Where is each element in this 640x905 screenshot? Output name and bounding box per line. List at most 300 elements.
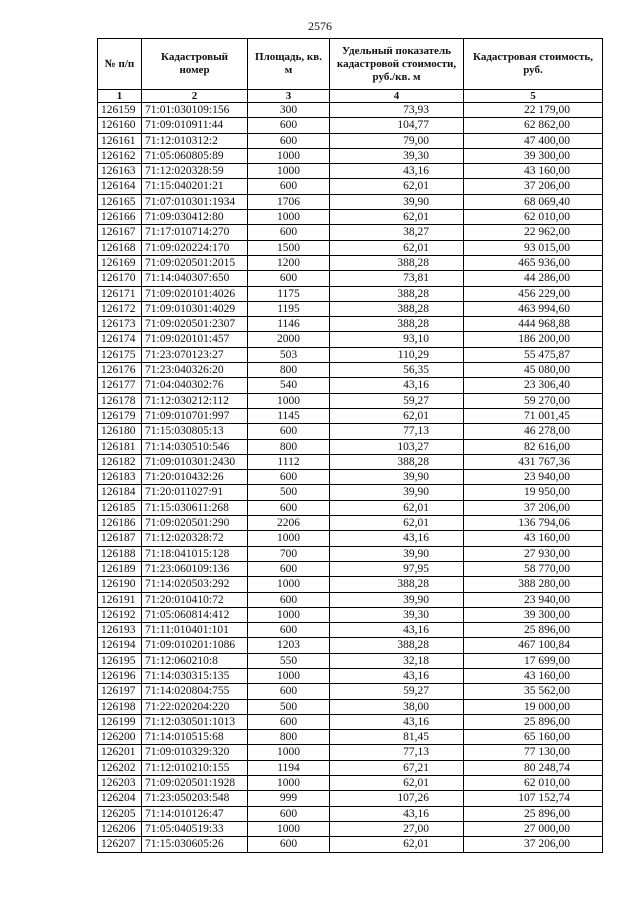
table-row [98, 470, 603, 485]
unit-value-cell: 43,16 [330, 531, 464, 546]
cadastral-value-cell: 22 962,00 [464, 225, 603, 240]
unit-value-cell: 97,95 [330, 561, 464, 576]
cadastral-value-cell: 27 930,00 [464, 546, 603, 561]
row-number-cell: 126181 [98, 439, 142, 454]
table-row [98, 378, 603, 393]
header-cadastral-number: Кадастровый номер [142, 39, 248, 90]
cadastral-number-cell: 71:15:030611:268 [142, 500, 248, 515]
area-cell: 600 [248, 623, 330, 638]
cadastral-number-cell: 71:20:011027:91 [142, 485, 248, 500]
area-cell: 1175 [248, 286, 330, 301]
area-cell: 600 [248, 424, 330, 439]
cadastral-number-cell: 71:14:020503:292 [142, 577, 248, 592]
cadastral-number-cell: 71:20:010432:26 [142, 470, 248, 485]
row-number-cell: 126162 [98, 148, 142, 163]
row-number-cell: 126164 [98, 179, 142, 194]
unit-value-cell: 39,30 [330, 148, 464, 163]
cadastral-number-cell: 71:15:040201:21 [142, 179, 248, 194]
cadastral-value-cell: 39 300,00 [464, 148, 603, 163]
cadastral-value-cell: 37 206,00 [464, 837, 603, 852]
table-row [98, 837, 603, 852]
area-cell: 1000 [248, 776, 330, 791]
cadastral-number-cell: 71:14:020804:755 [142, 684, 248, 699]
area-cell: 600 [248, 714, 330, 729]
unit-value-cell: 39,30 [330, 607, 464, 622]
cadastral-number-cell: 71:23:040326:20 [142, 363, 248, 378]
column-number: 1 [98, 90, 142, 103]
table-row [98, 531, 603, 546]
cadastral-number-cell: 71:20:010410:72 [142, 592, 248, 607]
unit-value-cell: 107,26 [330, 791, 464, 806]
row-number-cell: 126180 [98, 424, 142, 439]
row-number-cell: 126184 [98, 485, 142, 500]
cadastral-value-cell: 23 306,40 [464, 378, 603, 393]
cadastral-value-cell: 107 152,74 [464, 791, 603, 806]
cadastral-value-cell: 59 270,00 [464, 393, 603, 408]
row-number-cell: 126165 [98, 194, 142, 209]
row-number-cell: 126168 [98, 240, 142, 255]
area-cell: 1000 [248, 164, 330, 179]
table-row [98, 684, 603, 699]
unit-value-cell: 59,27 [330, 684, 464, 699]
cadastral-value-cell: 23 940,00 [464, 592, 603, 607]
cadastral-number-cell: 71:14:030510:546 [142, 439, 248, 454]
area-cell: 500 [248, 485, 330, 500]
unit-value-cell: 104,77 [330, 118, 464, 133]
cadastral-number-cell: 71:09:010301:2430 [142, 454, 248, 469]
cadastral-number-cell: 71:09:010201:1086 [142, 638, 248, 653]
table-row [98, 730, 603, 745]
table-row [98, 623, 603, 638]
cadastral-value-cell: 136 794,06 [464, 516, 603, 531]
unit-value-cell: 93,10 [330, 332, 464, 347]
unit-value-cell: 110,29 [330, 347, 464, 362]
area-cell: 1194 [248, 760, 330, 775]
cadastral-value-cell: 37 206,00 [464, 500, 603, 515]
column-number: 2 [142, 90, 248, 103]
table-row [98, 546, 603, 561]
cadastral-value-cell: 62 010,00 [464, 776, 603, 791]
unit-value-cell: 56,35 [330, 363, 464, 378]
row-number-cell: 126175 [98, 347, 142, 362]
cadastral-number-cell: 71:09:020101:457 [142, 332, 248, 347]
table-row [98, 332, 603, 347]
area-cell: 600 [248, 592, 330, 607]
table-row [98, 806, 603, 821]
row-number-cell: 126182 [98, 454, 142, 469]
table-row [98, 653, 603, 668]
cadastral-number-cell: 71:09:020501:1928 [142, 776, 248, 791]
table-row [98, 286, 603, 301]
table-row [98, 577, 603, 592]
cadastral-number-cell: 71:09:010301:4029 [142, 301, 248, 316]
unit-value-cell: 32,18 [330, 653, 464, 668]
table-row [98, 821, 603, 836]
table-body [98, 103, 603, 853]
area-cell: 600 [248, 806, 330, 821]
row-number-cell: 126178 [98, 393, 142, 408]
area-cell: 600 [248, 561, 330, 576]
area-cell: 1500 [248, 240, 330, 255]
row-number-cell: 126163 [98, 164, 142, 179]
cadastral-value-cell: 68 069,40 [464, 194, 603, 209]
table-row [98, 210, 603, 225]
cadastral-number-cell: 71:15:030805:13 [142, 424, 248, 439]
cadastral-value-cell: 27 000,00 [464, 821, 603, 836]
unit-value-cell: 62,01 [330, 240, 464, 255]
cadastral-number-cell: 71:14:010126:47 [142, 806, 248, 821]
cadastral-value-cell: 444 968,88 [464, 317, 603, 332]
row-number-cell: 126172 [98, 301, 142, 316]
cadastral-number-cell: 71:11:010401:101 [142, 623, 248, 638]
row-number-cell: 126186 [98, 516, 142, 531]
area-cell: 1195 [248, 301, 330, 316]
cadastral-value-cell: 431 767,36 [464, 454, 603, 469]
area-cell: 700 [248, 546, 330, 561]
cadastral-value-cell: 39 300,00 [464, 607, 603, 622]
unit-value-cell: 62,01 [330, 837, 464, 852]
unit-value-cell: 39,90 [330, 546, 464, 561]
area-cell: 1203 [248, 638, 330, 653]
cadastral-number-cell: 71:12:030212:112 [142, 393, 248, 408]
area-cell: 800 [248, 439, 330, 454]
table-row [98, 791, 603, 806]
table-row [98, 164, 603, 179]
cadastral-value-cell: 43 160,00 [464, 531, 603, 546]
cadastral-number-cell: 71:09:020501:2307 [142, 317, 248, 332]
area-cell: 800 [248, 363, 330, 378]
unit-value-cell: 73,81 [330, 271, 464, 286]
unit-value-cell: 388,28 [330, 454, 464, 469]
unit-value-cell: 388,28 [330, 638, 464, 653]
row-number-cell: 126183 [98, 470, 142, 485]
table-row [98, 347, 603, 362]
row-number-cell: 126205 [98, 806, 142, 821]
row-number-cell: 126160 [98, 118, 142, 133]
table-row [98, 148, 603, 163]
cadastral-number-cell: 71:09:020501:2015 [142, 255, 248, 270]
area-cell: 600 [248, 133, 330, 148]
cadastral-value-cell: 19 000,00 [464, 699, 603, 714]
table-row [98, 424, 603, 439]
cadastral-value-cell: 19 950,00 [464, 485, 603, 500]
row-number-cell: 126193 [98, 623, 142, 638]
table-row [98, 103, 603, 118]
cadastral-value-cell: 17 699,00 [464, 653, 603, 668]
cadastral-number-cell: 71:05:040519:33 [142, 821, 248, 836]
unit-value-cell: 62,01 [330, 776, 464, 791]
area-cell: 1706 [248, 194, 330, 209]
area-cell: 1000 [248, 577, 330, 592]
cadastral-number-cell: 71:09:020101:4026 [142, 286, 248, 301]
unit-value-cell: 103,27 [330, 439, 464, 454]
cadastral-value-cell: 25 896,00 [464, 623, 603, 638]
cadastral-value-cell: 65 160,00 [464, 730, 603, 745]
unit-value-cell: 62,01 [330, 500, 464, 515]
cadastral-value-cell: 465 936,00 [464, 255, 603, 270]
table-row [98, 439, 603, 454]
table-row [98, 776, 603, 791]
unit-value-cell: 388,28 [330, 577, 464, 592]
cadastral-number-cell: 71:22:020204:220 [142, 699, 248, 714]
unit-value-cell: 79,00 [330, 133, 464, 148]
table-row [98, 668, 603, 683]
unit-value-cell: 81,45 [330, 730, 464, 745]
cadastral-number-cell: 71:12:010312:2 [142, 133, 248, 148]
unit-value-cell: 43,16 [330, 378, 464, 393]
table-row [98, 240, 603, 255]
cadastral-value-cell: 463 994,60 [464, 301, 603, 316]
area-cell: 500 [248, 699, 330, 714]
column-number: 4 [330, 90, 464, 103]
cadastral-number-cell: 71:09:030412:80 [142, 210, 248, 225]
cadastral-value-cell: 43 160,00 [464, 164, 603, 179]
cadastral-number-cell: 71:05:060805:89 [142, 148, 248, 163]
unit-value-cell: 39,90 [330, 592, 464, 607]
row-number-cell: 126201 [98, 745, 142, 760]
cadastral-value-cell: 45 080,00 [464, 363, 603, 378]
table-row [98, 516, 603, 531]
unit-value-cell: 77,13 [330, 745, 464, 760]
area-cell: 2206 [248, 516, 330, 531]
header-area: Площадь, кв. м [248, 39, 330, 90]
row-number-cell: 126202 [98, 760, 142, 775]
unit-value-cell: 388,28 [330, 255, 464, 270]
area-cell: 600 [248, 225, 330, 240]
cadastral-value-cell: 25 896,00 [464, 806, 603, 821]
unit-value-cell: 67,21 [330, 760, 464, 775]
cadastral-value-cell: 37 206,00 [464, 179, 603, 194]
area-cell: 600 [248, 271, 330, 286]
cadastral-value-cell: 80 248,74 [464, 760, 603, 775]
cadastral-value-cell: 456 229,00 [464, 286, 603, 301]
row-number-cell: 126203 [98, 776, 142, 791]
row-number-cell: 126174 [98, 332, 142, 347]
table-row [98, 317, 603, 332]
table-row [98, 699, 603, 714]
column-number-row [98, 90, 603, 103]
area-cell: 2000 [248, 332, 330, 347]
cadastral-value-cell: 186 200,00 [464, 332, 603, 347]
table-row [98, 271, 603, 286]
cadastral-number-cell: 71:09:010701:997 [142, 408, 248, 423]
table-row [98, 638, 603, 653]
row-number-cell: 126187 [98, 531, 142, 546]
row-number-cell: 126185 [98, 500, 142, 515]
row-number-cell: 126197 [98, 684, 142, 699]
cadastral-number-cell: 71:05:060814:412 [142, 607, 248, 622]
cadastral-number-cell: 71:04:040302:76 [142, 378, 248, 393]
cadastral-number-cell: 71:09:010911:44 [142, 118, 248, 133]
cadastral-number-cell: 71:23:060109:136 [142, 561, 248, 576]
unit-value-cell: 43,16 [330, 164, 464, 179]
row-number-cell: 126207 [98, 837, 142, 852]
cadastral-number-cell: 71:01:030109:156 [142, 103, 248, 118]
area-cell: 1000 [248, 210, 330, 225]
unit-value-cell: 38,00 [330, 699, 464, 714]
row-number-cell: 126169 [98, 255, 142, 270]
row-number-cell: 126189 [98, 561, 142, 576]
cadastral-number-cell: 71:12:010210:155 [142, 760, 248, 775]
cadastral-number-cell: 71:14:040307:650 [142, 271, 248, 286]
cadastral-value-cell: 93 015,00 [464, 240, 603, 255]
area-cell: 1000 [248, 531, 330, 546]
unit-value-cell: 43,16 [330, 623, 464, 638]
table-row [98, 194, 603, 209]
area-cell: 600 [248, 500, 330, 515]
table-row [98, 454, 603, 469]
unit-value-cell: 77,13 [330, 424, 464, 439]
unit-value-cell: 43,16 [330, 714, 464, 729]
unit-value-cell: 59,27 [330, 393, 464, 408]
header-row [98, 39, 603, 90]
row-number-cell: 126199 [98, 714, 142, 729]
header-row-number: № п/п [98, 39, 142, 90]
area-cell: 1000 [248, 148, 330, 163]
cadastral-value-cell: 82 616,00 [464, 439, 603, 454]
row-number-cell: 126188 [98, 546, 142, 561]
row-number-cell: 126198 [98, 699, 142, 714]
area-cell: 300 [248, 103, 330, 118]
table-row [98, 133, 603, 148]
column-number: 3 [248, 90, 330, 103]
row-number-cell: 126176 [98, 363, 142, 378]
area-cell: 1000 [248, 745, 330, 760]
table-row [98, 363, 603, 378]
row-number-cell: 126166 [98, 210, 142, 225]
row-number-cell: 126159 [98, 103, 142, 118]
cadastral-value-cell: 23 940,00 [464, 470, 603, 485]
table-row [98, 393, 603, 408]
cadastral-number-cell: 71:12:020328:72 [142, 531, 248, 546]
cadastral-value-cell: 71 001,45 [464, 408, 603, 423]
cadastral-number-cell: 71:15:030605:26 [142, 837, 248, 852]
unit-value-cell: 43,16 [330, 806, 464, 821]
row-number-cell: 126190 [98, 577, 142, 592]
cadastral-value-table [97, 38, 603, 853]
table-row [98, 561, 603, 576]
cadastral-number-cell: 71:09:020501:290 [142, 516, 248, 531]
cadastral-value-cell: 22 179,00 [464, 103, 603, 118]
area-cell: 1000 [248, 393, 330, 408]
cadastral-number-cell: 71:23:050203:548 [142, 791, 248, 806]
cadastral-number-cell: 71:12:020328:59 [142, 164, 248, 179]
table-row [98, 485, 603, 500]
area-cell: 1112 [248, 454, 330, 469]
unit-value-cell: 39,90 [330, 194, 464, 209]
cadastral-value-cell: 58 770,00 [464, 561, 603, 576]
cadastral-value-cell: 47 400,00 [464, 133, 603, 148]
unit-value-cell: 27,00 [330, 821, 464, 836]
area-cell: 1146 [248, 317, 330, 332]
cadastral-value-cell: 55 475,87 [464, 347, 603, 362]
cadastral-number-cell: 71:14:030315:135 [142, 668, 248, 683]
row-number-cell: 126177 [98, 378, 142, 393]
cadastral-number-cell: 71:09:010329:320 [142, 745, 248, 760]
row-number-cell: 126191 [98, 592, 142, 607]
table-row [98, 714, 603, 729]
unit-value-cell: 62,01 [330, 408, 464, 423]
header-cadastral-value: Кадастровая стоимость, руб. [464, 39, 603, 90]
table-row [98, 179, 603, 194]
row-number-cell: 126195 [98, 653, 142, 668]
table-row [98, 500, 603, 515]
unit-value-cell: 43,16 [330, 668, 464, 683]
area-cell: 600 [248, 837, 330, 852]
table-row [98, 592, 603, 607]
unit-value-cell: 62,01 [330, 179, 464, 194]
row-number-cell: 126200 [98, 730, 142, 745]
area-cell: 800 [248, 730, 330, 745]
cadastral-value-cell: 43 160,00 [464, 668, 603, 683]
row-number-cell: 126204 [98, 791, 142, 806]
column-number: 5 [464, 90, 603, 103]
cadastral-number-cell: 71:12:030501:1013 [142, 714, 248, 729]
row-number-cell: 126171 [98, 286, 142, 301]
unit-value-cell: 62,01 [330, 516, 464, 531]
cadastral-value-cell: 388 280,00 [464, 577, 603, 592]
unit-value-cell: 62,01 [330, 210, 464, 225]
cadastral-value-cell: 46 278,00 [464, 424, 603, 439]
area-cell: 600 [248, 470, 330, 485]
unit-value-cell: 38,27 [330, 225, 464, 240]
area-cell: 600 [248, 179, 330, 194]
area-cell: 600 [248, 684, 330, 699]
table-row [98, 745, 603, 760]
area-cell: 1000 [248, 821, 330, 836]
area-cell: 1000 [248, 668, 330, 683]
cadastral-number-cell: 71:14:010515:68 [142, 730, 248, 745]
cadastral-number-cell: 71:18:041015:128 [142, 546, 248, 561]
cadastral-number-cell: 71:12:060210:8 [142, 653, 248, 668]
unit-value-cell: 388,28 [330, 301, 464, 316]
area-cell: 503 [248, 347, 330, 362]
area-cell: 550 [248, 653, 330, 668]
row-number-cell: 126161 [98, 133, 142, 148]
area-cell: 600 [248, 118, 330, 133]
cadastral-value-cell: 77 130,00 [464, 745, 603, 760]
cadastral-value-cell: 467 100,84 [464, 638, 603, 653]
cadastral-value-cell: 62 862,00 [464, 118, 603, 133]
cadastral-value-cell: 35 562,00 [464, 684, 603, 699]
table-row [98, 255, 603, 270]
cadastral-number-cell: 71:07:010301:1934 [142, 194, 248, 209]
cadastral-value-cell: 25 896,00 [464, 714, 603, 729]
area-cell: 1000 [248, 607, 330, 622]
cadastral-value-cell: 44 286,00 [464, 271, 603, 286]
cadastral-number-cell: 71:17:010714:270 [142, 225, 248, 240]
unit-value-cell: 388,28 [330, 286, 464, 301]
cadastral-value-cell: 62 010,00 [464, 210, 603, 225]
unit-value-cell: 73,93 [330, 103, 464, 118]
area-cell: 999 [248, 791, 330, 806]
unit-value-cell: 39,90 [330, 470, 464, 485]
table-row [98, 408, 603, 423]
area-cell: 1145 [248, 408, 330, 423]
table-row [98, 301, 603, 316]
row-number-cell: 126167 [98, 225, 142, 240]
row-number-cell: 126192 [98, 607, 142, 622]
row-number-cell: 126173 [98, 317, 142, 332]
area-cell: 1200 [248, 255, 330, 270]
row-number-cell: 126206 [98, 821, 142, 836]
unit-value-cell: 39,90 [330, 485, 464, 500]
table-row [98, 607, 603, 622]
cadastral-number-cell: 71:09:020224:170 [142, 240, 248, 255]
table-row [98, 118, 603, 133]
unit-value-cell: 388,28 [330, 317, 464, 332]
header-unit-value: Удельный показатель кадастровой стоимости, руб./кв. м [330, 39, 464, 90]
